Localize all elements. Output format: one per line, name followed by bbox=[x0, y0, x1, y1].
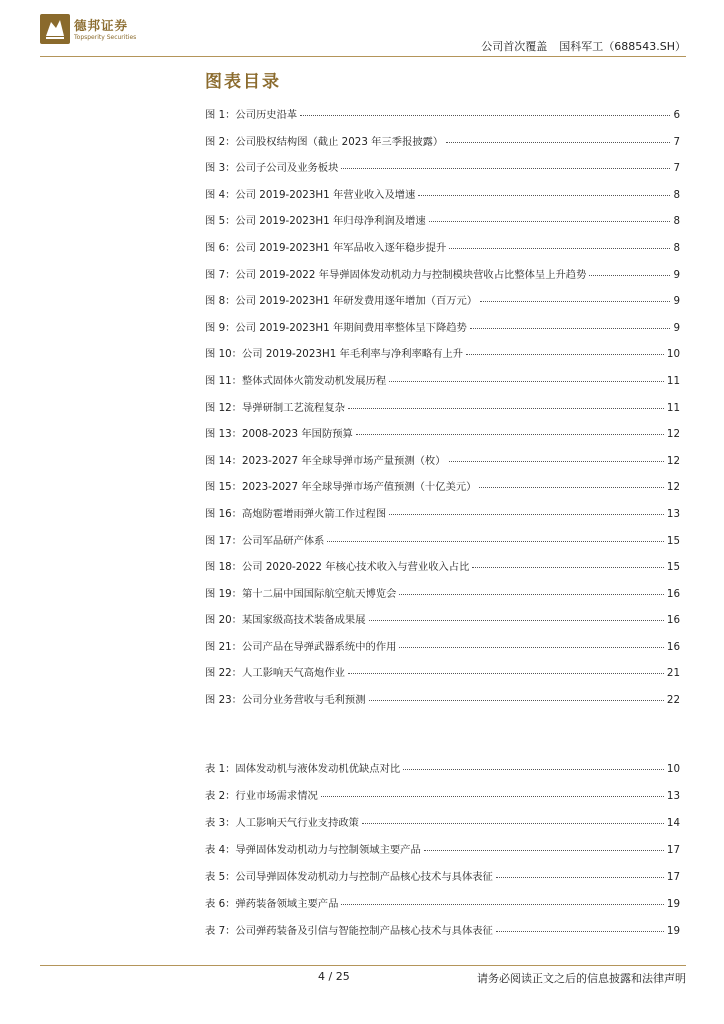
toc-leader-dots bbox=[389, 381, 664, 382]
toc-leader-dots bbox=[362, 823, 664, 824]
toc-entry-label: 图 20：某国家级高技术装备成果展 bbox=[205, 614, 366, 627]
toc-entry-label: 图 23：公司分业务营收与毛利预测 bbox=[205, 694, 366, 707]
toc-entry-label: 图 16：高炮防雹增雨弹火箭工作过程图 bbox=[205, 507, 387, 520]
toc-entry-page: 12 bbox=[666, 428, 680, 441]
toc-figure-entry[interactable] bbox=[205, 186, 680, 213]
toc-title: 图表目录 bbox=[205, 72, 281, 92]
toc-figure-entry[interactable] bbox=[205, 345, 680, 372]
toc-entry-page: 10 bbox=[666, 763, 680, 775]
toc-entry-page: 17 bbox=[666, 871, 680, 883]
table-list bbox=[205, 760, 680, 949]
toc-entry-label: 表 7：公司弹药装备及引信与智能控制产品核心技术与具体表征 bbox=[205, 925, 493, 937]
figure-list bbox=[205, 106, 680, 718]
toc-leader-dots bbox=[348, 673, 664, 674]
toc-entry-label: 图 6：公司 2019-2023H1 年军品收入逐年稳步提升 bbox=[205, 241, 447, 254]
toc-entry-page: 9 bbox=[673, 295, 680, 308]
toc-entry-label: 图 7：公司 2019-2022 年导弹固体发动机动力与控制模块营收占比整体呈上升趋势 bbox=[205, 268, 587, 281]
toc-leader-dots bbox=[424, 850, 664, 851]
toc-table-entry[interactable] bbox=[205, 868, 680, 895]
toc-figure-entry[interactable] bbox=[205, 532, 680, 559]
toc-leader-dots bbox=[369, 620, 664, 621]
toc-entry-label: 图 4：公司 2019-2023H1 年营业收入及增速 bbox=[205, 188, 416, 201]
toc-entry-label: 图 19：第十二届中国国际航空航天博览会 bbox=[205, 587, 397, 600]
toc-leader-dots bbox=[341, 904, 664, 905]
toc-entry-page: 14 bbox=[666, 817, 680, 829]
toc-leader-dots bbox=[399, 647, 663, 648]
toc-figure-entry[interactable] bbox=[205, 266, 680, 293]
toc-entry-page: 15 bbox=[666, 561, 680, 574]
toc-leader-dots bbox=[418, 195, 670, 196]
topsperity-logo-icon bbox=[40, 14, 70, 44]
toc-entry-page: 13 bbox=[666, 790, 680, 802]
toc-entry-page: 12 bbox=[666, 454, 680, 467]
toc-leader-dots bbox=[479, 487, 663, 488]
toc-figure-entry[interactable] bbox=[205, 691, 680, 718]
toc-figure-entry[interactable] bbox=[205, 399, 680, 426]
toc-figure-entry[interactable] bbox=[205, 664, 680, 691]
toc-entry-page: 8 bbox=[673, 215, 680, 228]
report-header bbox=[481, 38, 686, 54]
toc-leader-dots bbox=[589, 275, 670, 276]
toc-entry-page: 7 bbox=[673, 162, 680, 175]
header-divider bbox=[40, 56, 686, 57]
company-logo bbox=[40, 14, 145, 46]
page-number: 4 / 25 bbox=[318, 970, 350, 983]
toc-entry-page: 6 bbox=[673, 109, 680, 121]
toc-entry-page: 19 bbox=[666, 925, 680, 937]
toc-entry-page: 11 bbox=[666, 401, 680, 414]
company-ticker: 国科军工（688543.SH） bbox=[559, 40, 686, 53]
toc-entry-label: 图 5：公司 2019-2023H1 年归母净利润及增速 bbox=[205, 215, 426, 228]
toc-leader-dots bbox=[480, 301, 670, 302]
toc-leader-dots bbox=[496, 931, 664, 932]
toc-entry-label: 图 14：2023-2027 年全球导弹市场产量预测（枚） bbox=[205, 454, 446, 467]
toc-table-entry[interactable] bbox=[205, 760, 680, 787]
toc-leader-dots bbox=[466, 354, 664, 355]
toc-figure-entry[interactable] bbox=[205, 585, 680, 612]
toc-entry-label: 表 2：行业市场需求情况 bbox=[205, 790, 318, 802]
toc-entry-page: 16 bbox=[666, 587, 680, 600]
toc-leader-dots bbox=[446, 142, 670, 143]
toc-entry-label: 图 2：公司股权结构图（截止 2023 年三季报披露） bbox=[205, 135, 444, 148]
toc-entry-label: 表 4：导弹固体发动机动力与控制领域主要产品 bbox=[205, 844, 421, 856]
toc-table-entry[interactable] bbox=[205, 895, 680, 922]
toc-figure-entry[interactable] bbox=[205, 106, 680, 133]
toc-leader-dots bbox=[348, 408, 664, 409]
toc-figure-entry[interactable] bbox=[205, 638, 680, 665]
toc-table-entry[interactable] bbox=[205, 814, 680, 841]
toc-entry-page: 10 bbox=[666, 348, 680, 361]
toc-leader-dots bbox=[341, 168, 670, 169]
toc-figure-entry[interactable] bbox=[205, 133, 680, 160]
footer-disclaimer: 请务必阅读正文之后的信息披露和法律声明 bbox=[477, 972, 686, 985]
toc-figure-entry[interactable] bbox=[205, 478, 680, 505]
toc-leader-dots bbox=[369, 700, 664, 701]
toc-entry-label: 图 13：2008-2023 年国防预算 bbox=[205, 428, 353, 441]
toc-entry-page: 17 bbox=[666, 844, 680, 856]
toc-entry-page: 15 bbox=[666, 534, 680, 547]
toc-figure-entry[interactable] bbox=[205, 212, 680, 239]
toc-figure-entry[interactable] bbox=[205, 558, 680, 585]
toc-entry-page: 16 bbox=[666, 614, 680, 627]
toc-leader-dots bbox=[300, 115, 670, 116]
toc-entry-label: 图 22：人工影响天气高炮作业 bbox=[205, 667, 345, 680]
toc-entry-page: 16 bbox=[666, 640, 680, 653]
toc-figure-entry[interactable] bbox=[205, 452, 680, 479]
toc-leader-dots bbox=[403, 769, 664, 770]
toc-leader-dots bbox=[470, 328, 671, 329]
toc-figure-entry[interactable] bbox=[205, 292, 680, 319]
logo-english-name: Topsperity Securities bbox=[74, 34, 137, 41]
toc-entry-page: 9 bbox=[673, 321, 680, 334]
toc-entry-label: 图 1：公司历史沿革 bbox=[205, 109, 298, 121]
toc-entry-page: 9 bbox=[673, 268, 680, 281]
toc-entry-page: 13 bbox=[666, 507, 680, 520]
toc-entry-label: 图 10：公司 2019-2023H1 年毛利率与净利率略有上升 bbox=[205, 348, 464, 361]
toc-entry-label: 表 5：公司导弹固体发动机动力与控制产品核心技术与具体表征 bbox=[205, 871, 493, 883]
toc-leader-dots bbox=[449, 248, 670, 249]
logo-chinese-name: 德邦证券 bbox=[74, 18, 129, 33]
toc-entry-label: 图 17：公司军品研产体系 bbox=[205, 534, 325, 547]
toc-leader-dots bbox=[389, 514, 664, 515]
toc-table-entry[interactable] bbox=[205, 841, 680, 868]
toc-leader-dots bbox=[399, 594, 663, 595]
toc-entry-page: 8 bbox=[673, 188, 680, 201]
toc-entry-label: 图 3：公司子公司及业务板块 bbox=[205, 162, 339, 175]
toc-leader-dots bbox=[472, 567, 664, 568]
toc-entry-label: 图 9：公司 2019-2023H1 年期间费用率整体呈下降趋势 bbox=[205, 321, 467, 334]
toc-figure-entry[interactable] bbox=[205, 505, 680, 532]
toc-table-entry[interactable] bbox=[205, 922, 680, 949]
toc-entry-page: 22 bbox=[666, 694, 680, 707]
toc-entry-page: 12 bbox=[666, 481, 680, 494]
toc-leader-dots bbox=[356, 434, 664, 435]
toc-leader-dots bbox=[496, 877, 664, 878]
toc-table-entry[interactable] bbox=[205, 787, 680, 814]
toc-entry-page: 11 bbox=[666, 374, 680, 387]
toc-entry-label: 图 8：公司 2019-2023H1 年研发费用逐年增加（百万元） bbox=[205, 295, 478, 308]
toc-figure-entry[interactable] bbox=[205, 239, 680, 266]
toc-figure-entry[interactable] bbox=[205, 159, 680, 186]
toc-leader-dots bbox=[321, 796, 664, 797]
toc-entry-label: 图 15：2023-2027 年全球导弹市场产值预测（十亿美元） bbox=[205, 481, 477, 494]
toc-figure-entry[interactable] bbox=[205, 319, 680, 346]
footer-divider bbox=[40, 965, 686, 966]
toc-entry-label: 表 3：人工影响天气行业支持政策 bbox=[205, 817, 359, 829]
toc-entry-page: 7 bbox=[673, 135, 680, 148]
toc-figure-entry[interactable] bbox=[205, 372, 680, 399]
toc-entry-label: 图 12：导弹研制工艺流程复杂 bbox=[205, 401, 345, 414]
toc-leader-dots bbox=[429, 221, 671, 222]
toc-entry-page: 8 bbox=[673, 241, 680, 254]
report-type: 公司首次覆盖 bbox=[481, 40, 548, 53]
toc-entry-label: 表 6：弹药装备领域主要产品 bbox=[205, 898, 339, 910]
toc-figure-entry[interactable] bbox=[205, 425, 680, 452]
toc-entry-label: 图 21：公司产品在导弹武器系统中的作用 bbox=[205, 640, 397, 653]
toc-entry-label: 图 18：公司 2020-2022 年核心技术收入与营业收入占比 bbox=[205, 561, 470, 574]
toc-entry-label: 图 11：整体式固体火箭发动机发展历程 bbox=[205, 374, 387, 387]
toc-entry-page: 21 bbox=[666, 667, 680, 680]
toc-entry-page: 19 bbox=[666, 898, 680, 910]
toc-leader-dots bbox=[327, 541, 664, 542]
toc-figure-entry[interactable] bbox=[205, 611, 680, 638]
toc-entry-label: 表 1：固体发动机与液体发动机优缺点对比 bbox=[205, 763, 401, 775]
toc-leader-dots bbox=[449, 461, 664, 462]
